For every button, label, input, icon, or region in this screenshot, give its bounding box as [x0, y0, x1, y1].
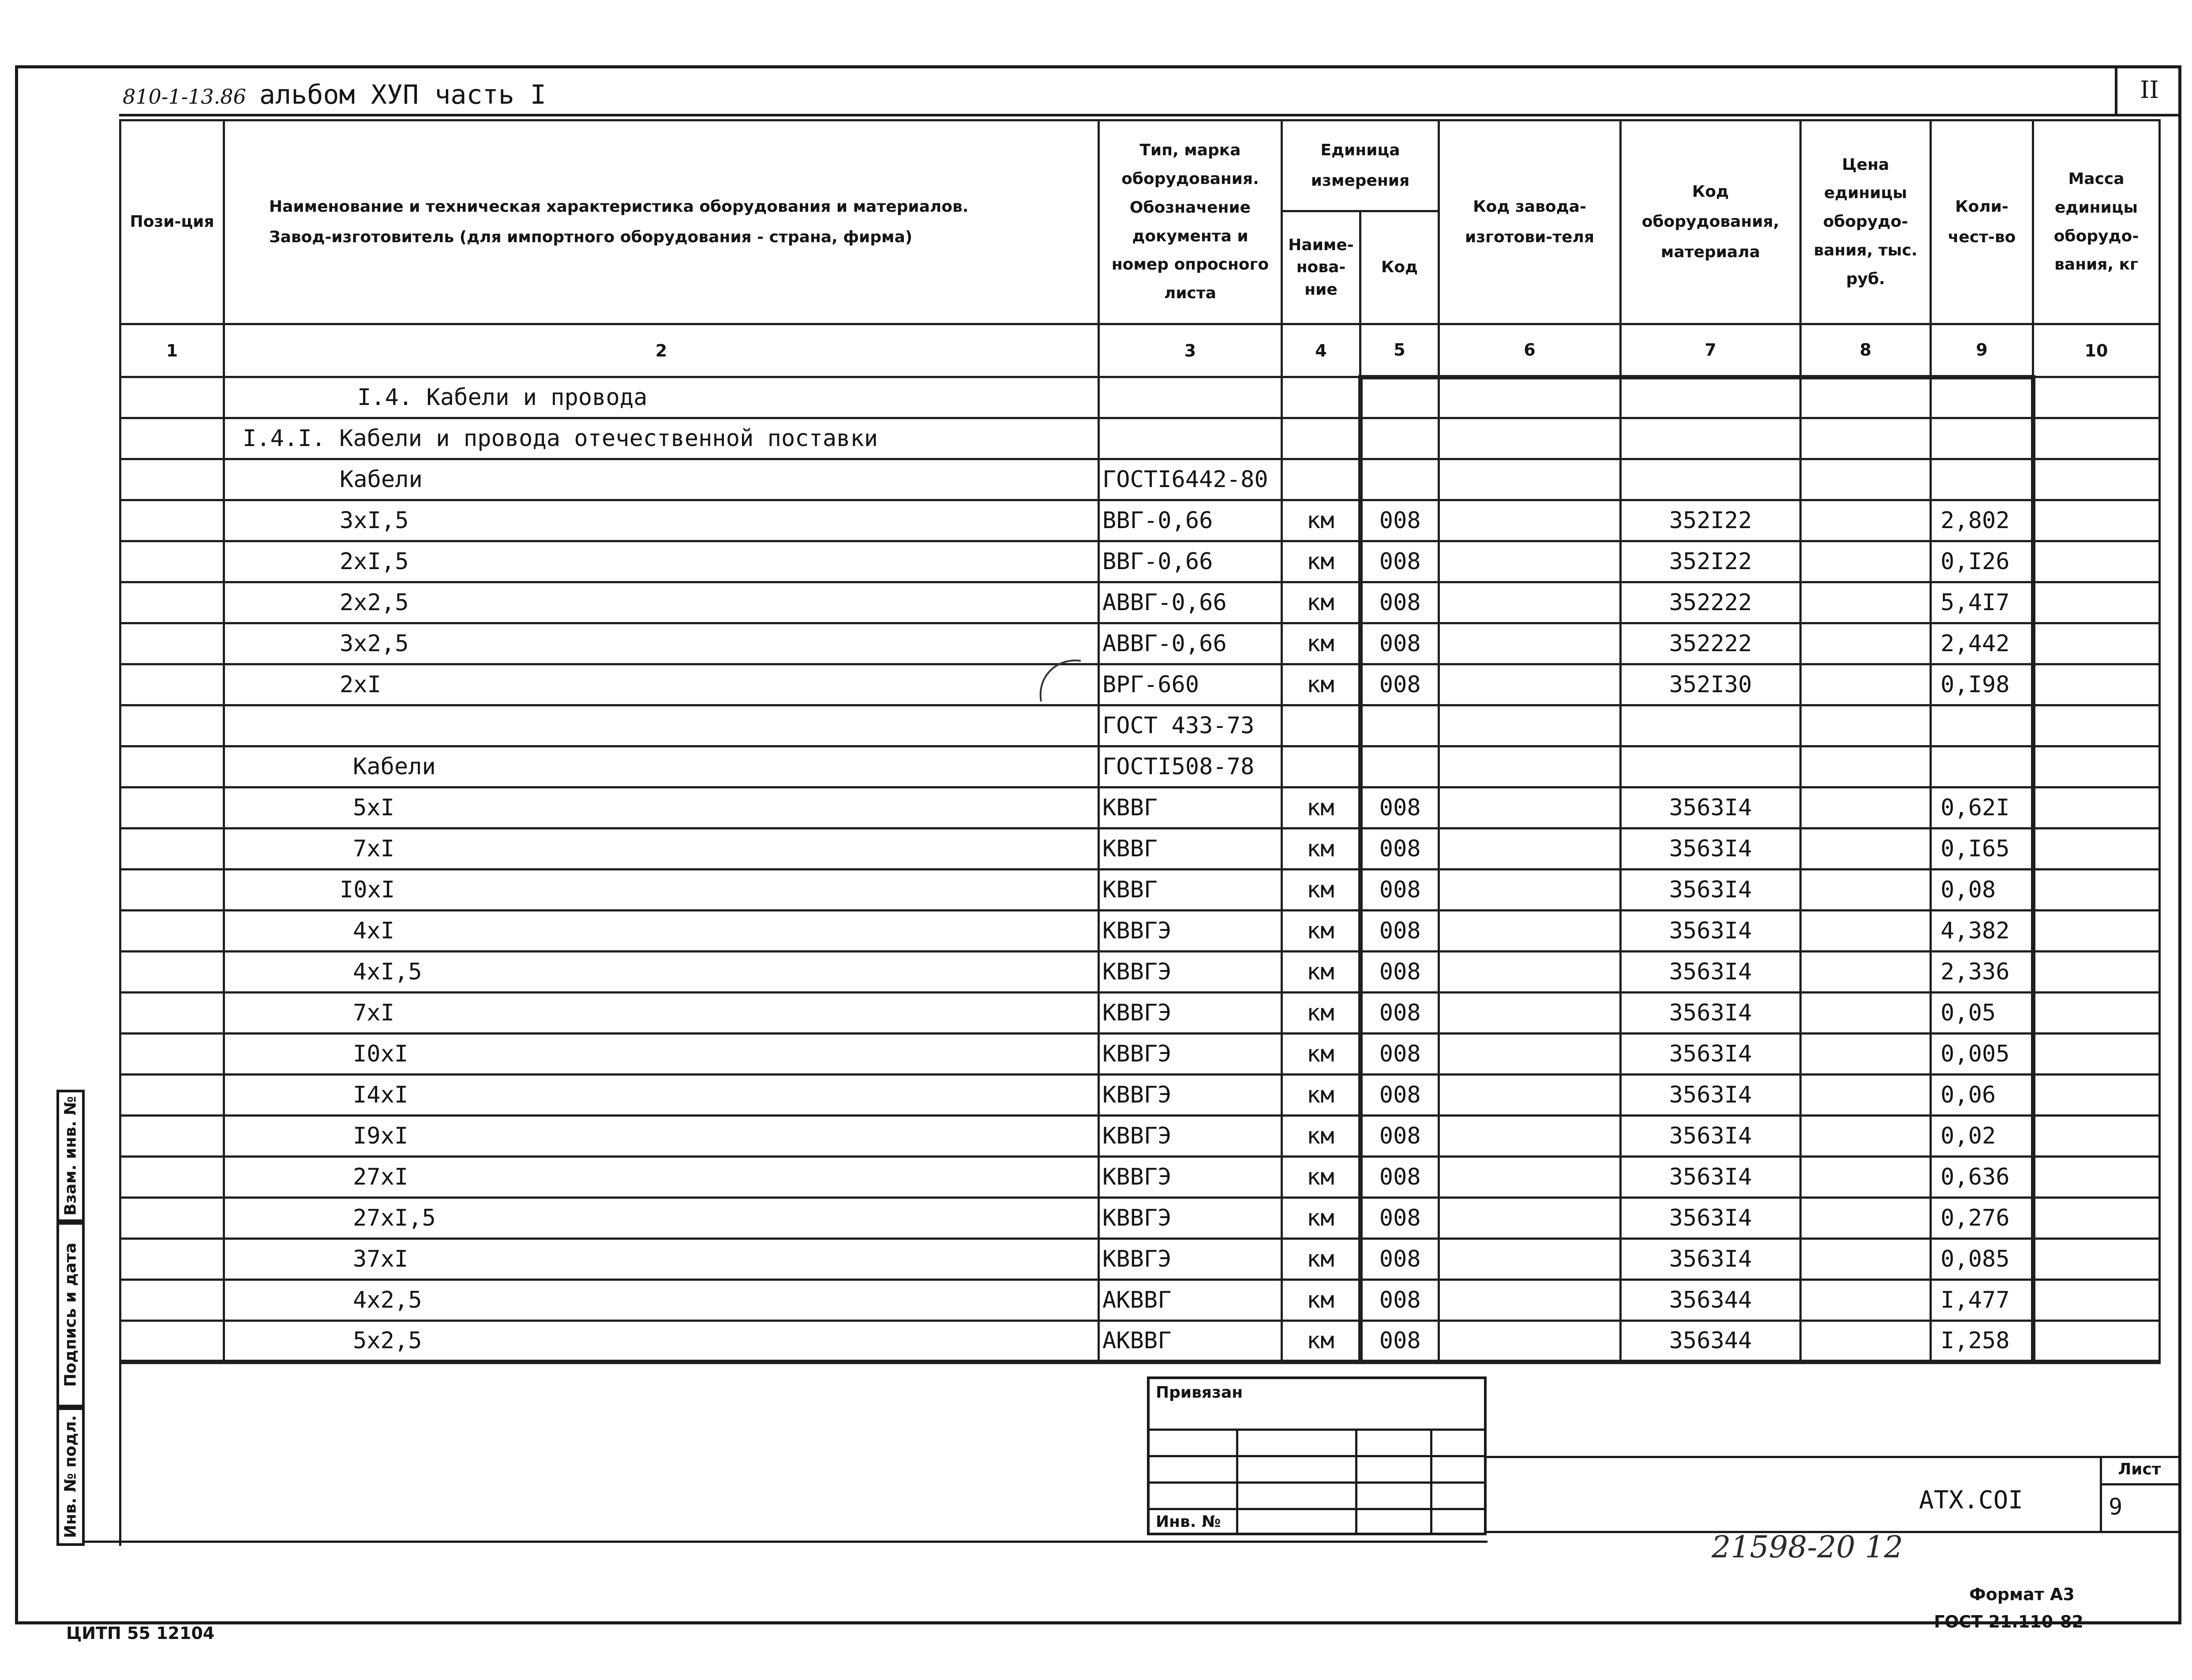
cell-unit-code: 008 — [1360, 1157, 1439, 1198]
cell-unit: км — [1282, 1239, 1360, 1280]
cell-equipment-code — [1621, 705, 1801, 746]
cell-equipment-code: 356344 — [1621, 1280, 1801, 1321]
cell-name: 7хI — [224, 993, 1099, 1034]
cell-unit: км — [1282, 788, 1360, 829]
cell-type: КВВГЭ — [1099, 1239, 1282, 1280]
cell-type — [1099, 377, 1282, 418]
page-number: II — [2115, 65, 2181, 116]
document-code: АТХ.СОI — [1919, 1486, 2023, 1515]
cell-unit-code — [1360, 459, 1439, 500]
cell-name: 27хI — [224, 1157, 1099, 1198]
cell-unit-code: 008 — [1360, 1034, 1439, 1075]
cell-equipment-code: 3563I4 — [1621, 911, 1801, 952]
sheet-header — [123, 79, 546, 110]
cell-equipment-code: 352I22 — [1621, 500, 1801, 541]
cell-equipment-code — [1621, 377, 1801, 418]
cell-quantity: 2,442 — [1931, 623, 2033, 664]
cell-quantity: I,477 — [1931, 1280, 2033, 1321]
table-row — [120, 418, 2160, 459]
handwritten-reference: 810-1-13.86 — [123, 85, 246, 109]
cell-type — [1099, 418, 1282, 459]
sheet-label: Лист — [2118, 1460, 2161, 1478]
cell-unit-code: 008 — [1360, 911, 1439, 952]
cell-type: ГОСТ 433-73 — [1099, 705, 1282, 746]
cell-type: КВВГ — [1099, 829, 1282, 870]
cell-quantity — [1931, 418, 2033, 459]
header-name — [224, 120, 1099, 324]
cell-quantity: I,258 — [1931, 1321, 2033, 1362]
cell-quantity: 0,I98 — [1931, 664, 2033, 705]
stamp-signature-date: Подпись и дата — [56, 1222, 85, 1407]
table-row — [120, 1198, 2160, 1239]
gost-standard: ГОСТ 21.110-82 — [1934, 1612, 2083, 1631]
cell-unit: км — [1282, 541, 1360, 582]
cell-equipment-code: 3563I4 — [1621, 829, 1801, 870]
table-row — [120, 1075, 2160, 1116]
cell-equipment-code: 3563I4 — [1621, 1075, 1801, 1116]
table-row — [120, 1157, 2160, 1198]
table-row — [120, 746, 2160, 788]
cell-unit-code — [1360, 746, 1439, 788]
sheet-number: 9 — [2109, 1494, 2123, 1520]
header-mass: Масса единицы оборудо-вания, кг — [2033, 120, 2160, 324]
cell-unit: км — [1282, 582, 1360, 623]
cell-unit-code: 008 — [1360, 664, 1439, 705]
cell-quantity: 0,636 — [1931, 1157, 2033, 1198]
cell-unit-code: 008 — [1360, 993, 1439, 1034]
cell-quantity — [1931, 377, 2033, 418]
cell-quantity: 5,4I7 — [1931, 582, 2033, 623]
table-row — [120, 952, 2160, 993]
cell-unit: км — [1282, 623, 1360, 664]
cell-type: ВВГ-0,66 — [1099, 541, 1282, 582]
cell-quantity: 0,02 — [1931, 1116, 2033, 1157]
table-row — [120, 993, 2160, 1034]
cell-type: КВВГ — [1099, 870, 1282, 911]
cell-name: 2х2,5 — [224, 582, 1099, 623]
pencil-mark — [1028, 657, 1090, 710]
column-number: 4 — [1282, 324, 1360, 377]
cell-quantity: 0,276 — [1931, 1198, 2033, 1239]
bound-label: Привязан — [1156, 1384, 1243, 1402]
header-unit-group: Единица измерения — [1282, 120, 1439, 211]
cell-type: КВВГЭ — [1099, 1075, 1282, 1116]
cell-quantity: 4,382 — [1931, 911, 2033, 952]
cell-type: КВВГЭ — [1099, 952, 1282, 993]
header-price: Цена единицы оборудо-вания, тыс. руб. — [1801, 120, 1931, 324]
header-unit-code: Код — [1360, 211, 1439, 324]
cell-unit: км — [1282, 829, 1360, 870]
table-row — [120, 459, 2160, 500]
cell-quantity: 0,06 — [1931, 1075, 2033, 1116]
cell-unit-code: 008 — [1360, 541, 1439, 582]
header-name-line1: Наименование и техническая характеристика оборудования и материалов. — [269, 198, 969, 216]
cell-unit: км — [1282, 993, 1360, 1034]
cell-type: ВРГ-660 — [1099, 664, 1282, 705]
cell-equipment-code: 352222 — [1621, 582, 1801, 623]
cell-unit — [1282, 418, 1360, 459]
cell-unit-code: 008 — [1360, 1075, 1439, 1116]
cell-unit-code: 008 — [1360, 829, 1439, 870]
cell-name: 2хI — [224, 664, 1099, 705]
cipt-code: ЦИТП 55 12104 — [66, 1624, 215, 1643]
cell-unit: км — [1282, 500, 1360, 541]
cell-unit-code: 008 — [1360, 1321, 1439, 1362]
table-row — [120, 1116, 2160, 1157]
handwritten-archive-number: 21598-20 12 — [1712, 1530, 1903, 1565]
cell-name: 3хI,5 — [224, 500, 1099, 541]
cell-unit — [1282, 705, 1360, 746]
cell-type: КВВГЭ — [1099, 1157, 1282, 1198]
cell-quantity: 0,I26 — [1931, 541, 2033, 582]
cell-type: ГОСТI508-78 — [1099, 746, 1282, 788]
table-row — [120, 705, 2160, 746]
cell-equipment-code: 352222 — [1621, 623, 1801, 664]
cell-name: 5х2,5 — [224, 1321, 1099, 1362]
header-equipment-code: Код оборудования, материала — [1621, 120, 1801, 324]
cell-name: 2хI,5 — [224, 541, 1099, 582]
table-body — [120, 377, 2160, 1362]
binding-stamp — [1147, 1376, 1487, 1535]
cell-type: КВВГЭ — [1099, 1034, 1282, 1075]
cell-type: ГОСТI6442-80 — [1099, 459, 1282, 500]
cell-type: КВВГЭ — [1099, 1198, 1282, 1239]
cell-name: 3х2,5 — [224, 623, 1099, 664]
cell-unit-code: 008 — [1360, 870, 1439, 911]
table-row — [120, 664, 2160, 705]
cell-type: КВВГ — [1099, 788, 1282, 829]
cell-unit: км — [1282, 911, 1360, 952]
cell-unit — [1282, 746, 1360, 788]
cell-unit: км — [1282, 1198, 1360, 1239]
header-type: Тип, марка оборудования. Обозначение документа и номер опросного листа — [1099, 120, 1282, 324]
cell-unit-code: 008 — [1360, 952, 1439, 993]
header-quantity: Коли-чест-во — [1931, 120, 2033, 324]
cell-unit-code: 008 — [1360, 582, 1439, 623]
cell-equipment-code — [1621, 418, 1801, 459]
table-row — [120, 541, 2160, 582]
cell-quantity: 0,085 — [1931, 1239, 2033, 1280]
cell-name: I0хI — [224, 870, 1099, 911]
cell-quantity — [1931, 746, 2033, 788]
cell-unit: км — [1282, 1280, 1360, 1321]
cell-type: АВВГ-0,66 — [1099, 623, 1282, 664]
cell-unit-code: 008 — [1360, 1116, 1439, 1157]
cell-unit-code: 008 — [1360, 1280, 1439, 1321]
column-number: 10 — [2033, 324, 2160, 377]
cell-equipment-code: 3563I4 — [1621, 1239, 1801, 1280]
album-title: альбом ХУП часть I — [259, 79, 547, 110]
table-row — [120, 1034, 2160, 1075]
cell-unit-code — [1360, 418, 1439, 459]
frame-bottom-rule — [85, 1541, 1488, 1543]
cell-unit: км — [1282, 870, 1360, 911]
header-unit-name: Наиме-нова-ние — [1282, 211, 1360, 324]
cell-unit — [1282, 459, 1360, 500]
inv-label: Инв. № — [1156, 1513, 1221, 1531]
cell-equipment-code: 3563I4 — [1621, 1198, 1801, 1239]
cell-name: 7хI — [224, 829, 1099, 870]
cell-unit-code: 008 — [1360, 1239, 1439, 1280]
cell-quantity: 0,05 — [1931, 993, 2033, 1034]
cell-quantity: 2,336 — [1931, 952, 2033, 993]
cell-quantity: 0,62I — [1931, 788, 2033, 829]
cell-unit: км — [1282, 1321, 1360, 1362]
cell-equipment-code — [1621, 459, 1801, 500]
format-label: Формат А3 — [1969, 1585, 2075, 1604]
cell-quantity: 0,08 — [1931, 870, 2033, 911]
frame-left-rule — [119, 1359, 121, 1546]
cell-type: КВВГЭ — [1099, 993, 1282, 1034]
cell-unit: км — [1282, 1034, 1360, 1075]
cell-quantity: 0,005 — [1931, 1034, 2033, 1075]
cell-name: 4х2,5 — [224, 1280, 1099, 1321]
table-row — [120, 377, 2160, 418]
cell-type: АКВВГ — [1099, 1321, 1282, 1362]
cell-type: КВВГЭ — [1099, 1116, 1282, 1157]
column-number: 3 — [1099, 324, 1282, 377]
cell-equipment-code: 3563I4 — [1621, 870, 1801, 911]
cell-name: I4хI — [224, 1075, 1099, 1116]
cell-name: 5хI — [224, 788, 1099, 829]
table-row — [120, 500, 2160, 541]
stamp-replaced-inv: Взам. инв. № — [56, 1090, 85, 1222]
cell-unit-code — [1360, 377, 1439, 418]
column-number: 8 — [1801, 324, 1931, 377]
cell-equipment-code: 3563I4 — [1621, 952, 1801, 993]
cell-name: 27хI,5 — [224, 1198, 1099, 1239]
cell-equipment-code: 3563I4 — [1621, 993, 1801, 1034]
cell-unit-code: 008 — [1360, 1198, 1439, 1239]
column-number: 6 — [1439, 324, 1621, 377]
cell-name: Кабели — [224, 459, 1099, 500]
cell-unit-code: 008 — [1360, 788, 1439, 829]
table-row — [120, 911, 2160, 952]
cell-name — [224, 705, 1099, 746]
cell-equipment-code: 356344 — [1621, 1321, 1801, 1362]
header-position: Пози-ция — [120, 120, 224, 324]
cell-quantity — [1931, 705, 2033, 746]
cell-name: 37хI — [224, 1239, 1099, 1280]
stamp-original-inv: Инв. № подл. — [56, 1407, 85, 1546]
cell-unit-code — [1360, 705, 1439, 746]
table-row — [120, 788, 2160, 829]
cell-type: АКВВГ — [1099, 1280, 1282, 1321]
header-name-line2: Завод-изготовитель (для импортного оборудования - страна, фирма) — [269, 228, 913, 246]
cell-name: I0хI — [224, 1034, 1099, 1075]
cell-name: I9хI — [224, 1116, 1099, 1157]
table-row — [120, 1239, 2160, 1280]
cell-unit: км — [1282, 1157, 1360, 1198]
table-row — [120, 829, 2160, 870]
cell-type: КВВГЭ — [1099, 911, 1282, 952]
table-row — [120, 1321, 2160, 1362]
cell-equipment-code: 3563I4 — [1621, 1157, 1801, 1198]
cell-name: I.4. Кабели и провода — [224, 377, 1099, 418]
cell-equipment-code: 3563I4 — [1621, 1116, 1801, 1157]
table-row — [120, 1280, 2160, 1321]
cell-unit — [1282, 377, 1360, 418]
title-block-rule — [1487, 1456, 2181, 1458]
column-number: 7 — [1621, 324, 1801, 377]
cell-quantity: 0,I65 — [1931, 829, 2033, 870]
table-row — [120, 870, 2160, 911]
cell-unit: км — [1282, 664, 1360, 705]
cell-unit-code: 008 — [1360, 500, 1439, 541]
cell-equipment-code: 352I22 — [1621, 541, 1801, 582]
column-number: 5 — [1360, 324, 1439, 377]
cell-type: ВВГ-0,66 — [1099, 500, 1282, 541]
cell-name: I.4.I. Кабели и провода отечественной поставки — [224, 418, 1099, 459]
cell-type: АВВГ-0,66 — [1099, 582, 1282, 623]
column-number: 9 — [1931, 324, 2033, 377]
table-row — [120, 623, 2160, 664]
cell-unit: км — [1282, 1116, 1360, 1157]
cell-equipment-code: 3563I4 — [1621, 1034, 1801, 1075]
cell-equipment-code: 352I30 — [1621, 664, 1801, 705]
column-number: 2 — [224, 324, 1099, 377]
cell-unit: км — [1282, 952, 1360, 993]
header-rule — [119, 114, 2181, 116]
cell-name: 4хI,5 — [224, 952, 1099, 993]
specification-table — [119, 119, 2161, 1364]
cell-quantity — [1931, 459, 2033, 500]
cell-unit-code: 008 — [1360, 623, 1439, 664]
table-row — [120, 582, 2160, 623]
cell-equipment-code — [1621, 746, 1801, 788]
cell-equipment-code: 3563I4 — [1621, 788, 1801, 829]
cell-name: Кабели — [224, 746, 1099, 788]
header-plant-code: Код завода-изготови-теля — [1439, 120, 1621, 324]
cell-name: 4хI — [224, 911, 1099, 952]
column-number: 1 — [120, 324, 224, 377]
cell-quantity: 2,802 — [1931, 500, 2033, 541]
cell-unit: км — [1282, 1075, 1360, 1116]
